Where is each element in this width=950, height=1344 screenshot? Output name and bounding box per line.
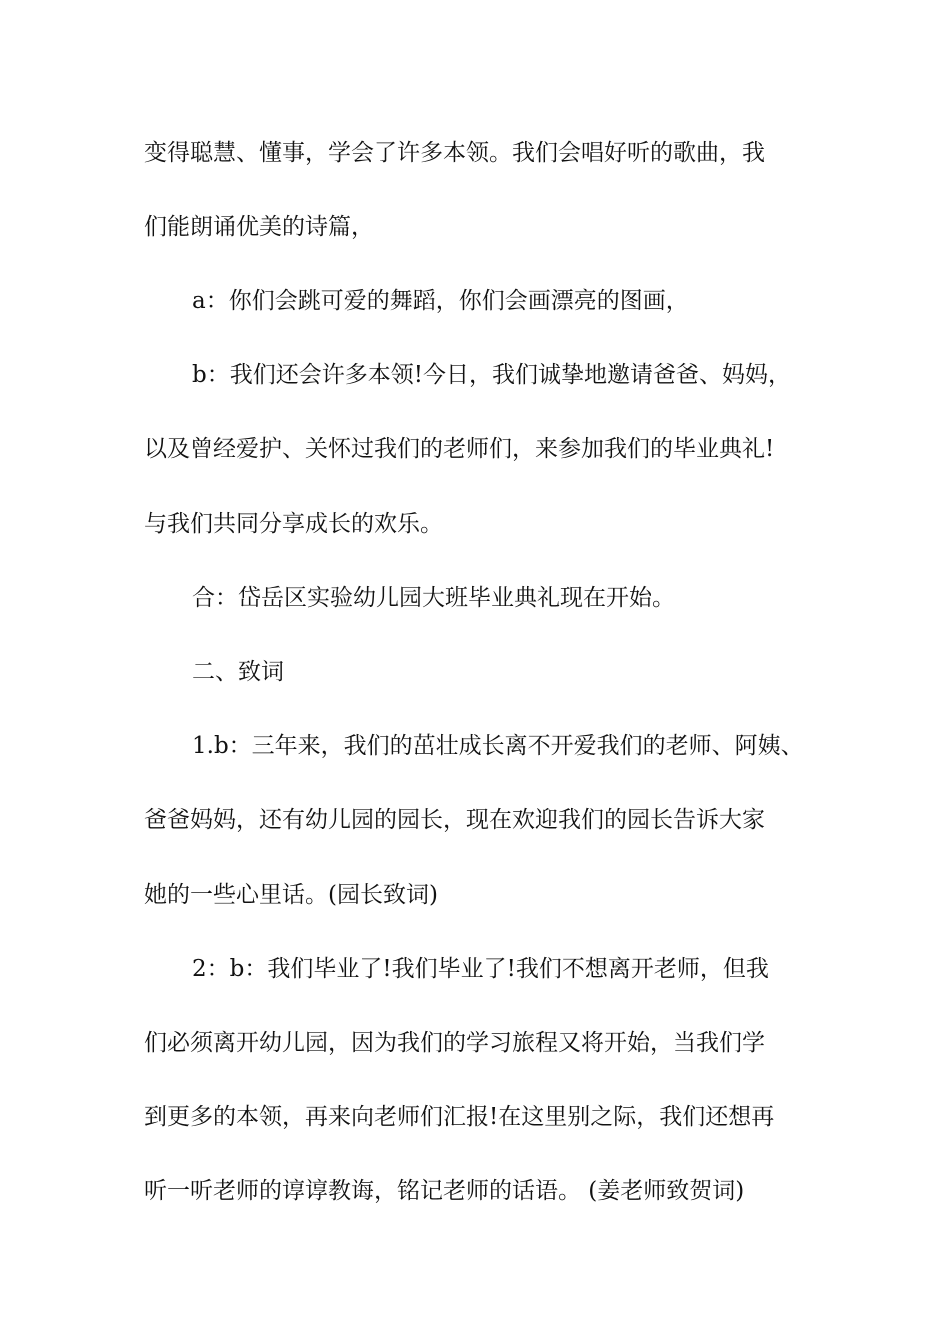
text-line-3: a：你们会跳可爱的舞蹈，你们会画漂亮的图画，	[192, 288, 689, 314]
text-line-4: b：我们还会许多本领!今日，我们诚挚地邀请爸爸、妈妈，	[192, 362, 791, 388]
text-line-11: 她的一些心里话。(园长致词)	[144, 882, 438, 908]
text-line-1: 变得聪慧、懂事，学会了许多本领。我们会唱好听的歌曲，我	[144, 140, 765, 166]
section-heading: 二、致词	[192, 659, 284, 685]
text-line-5: 以及曾经爱护、关怀过我们的老师们，来参加我们的毕业典礼!	[144, 436, 775, 462]
text-line-10: 爸爸妈妈，还有幼儿园的园长，现在欢迎我们的园长告诉大家	[144, 807, 765, 833]
text-line-12: 2：b：我们毕业了!我们毕业了!我们不想离开老师，但我	[192, 956, 769, 982]
text-line-15: 听一听老师的谆谆教诲，铭记老师的话语。 (姜老师致贺词)	[144, 1178, 745, 1204]
text-line-14: 到更多的本领，再来向老师们汇报!在这里别之际，我们还想再	[144, 1104, 775, 1130]
text-line-13: 们必须离开幼儿园，因为我们的学习旅程又将开始，当我们学	[144, 1030, 765, 1056]
text-line-7: 合：岱岳区实验幼儿园大班毕业典礼现在开始。	[192, 585, 675, 611]
text-line-9: 1.b：三年来，我们的茁壮成长离不开爱我们的老师、阿姨、	[192, 733, 804, 759]
text-line-6: 与我们共同分享成长的欢乐。	[144, 511, 443, 537]
text-line-2: 们能朗诵优美的诗篇，	[144, 214, 374, 240]
